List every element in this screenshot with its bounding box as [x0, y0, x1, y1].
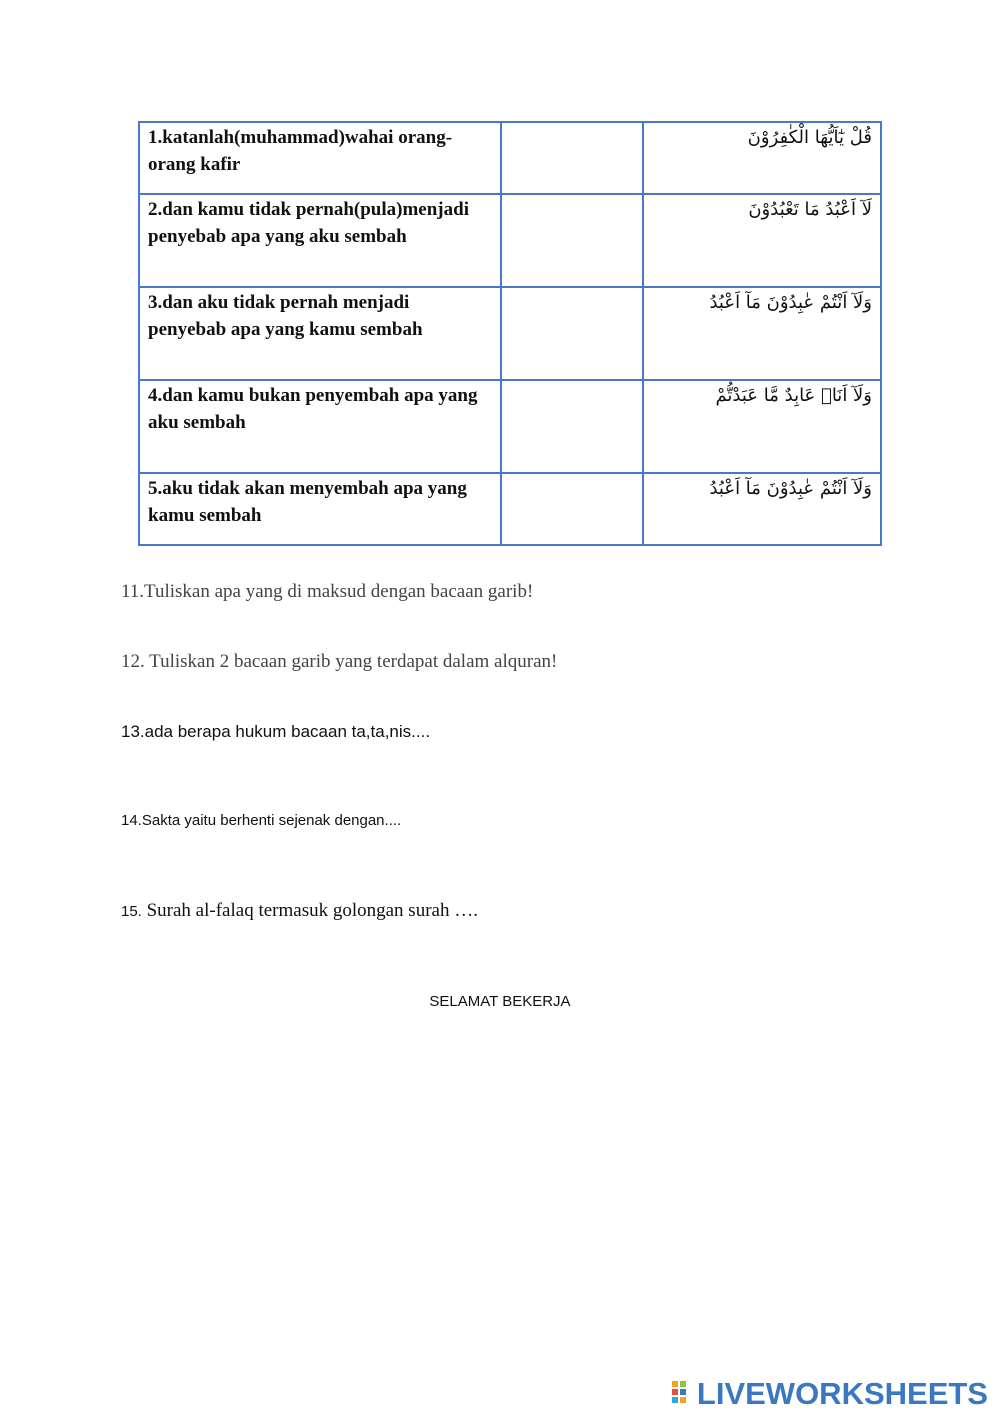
translation-cell: [139, 287, 501, 380]
question-12: 12. Tuliskan 2 bacaan garib yang terdapat dalam alquran!: [121, 651, 558, 672]
question-15-number: 15.: [121, 903, 142, 920]
table-row: [139, 122, 881, 194]
arabic-verse: قُلْ يٰٓاَيُّهَا الْكٰفِرُوْنَ: [747, 127, 872, 148]
answer-input-4[interactable]: [502, 381, 642, 401]
answer-cell[interactable]: [501, 194, 643, 287]
question-14: 14.Sakta yaitu berhenti sejenak dengan....: [121, 812, 402, 829]
table-row: [139, 380, 881, 473]
answer-cell[interactable]: [501, 473, 643, 545]
translation-text: 3.dan aku tidak pernah menjadi penyebab apa yang kamu sembah: [148, 292, 423, 340]
translation-cell: [139, 473, 501, 545]
matching-table: [138, 121, 882, 546]
arabic-verse: وَلَآ اَنْتُمْ عٰبِدُوْنَ مَآ اَعْبُدُ: [709, 478, 872, 499]
liveworksheets-logo-icon: [672, 1381, 694, 1407]
brand-name: LIVEWORKSHEETS: [696, 1376, 988, 1411]
question-15: [121, 900, 478, 922]
answer-input-3[interactable]: [502, 288, 642, 308]
arabic-cell: [643, 122, 881, 194]
translation-text: 4.dan kamu bukan penyembah apa yang aku sembah: [148, 385, 478, 433]
closing-text: SELAMAT BEKERJA: [429, 993, 571, 1010]
arabic-cell: [643, 473, 881, 545]
answer-input-2[interactable]: [502, 195, 642, 215]
arabic-verse: وَلَآ اَنَا۠ عَابِدٌ مَّا عَبَدْتُّمْ: [715, 385, 872, 406]
translation-text: 2.dan kamu tidak pernah(pula)menjadi penyebab apa yang aku sembah: [148, 199, 469, 247]
question-11: 11.Tuliskan apa yang di maksud dengan bacaan garib!: [121, 581, 534, 602]
answer-input-5[interactable]: [502, 474, 642, 494]
answer-cell[interactable]: [501, 380, 643, 473]
question-13: 13.ada berapa hukum bacaan ta,ta,nis....: [121, 722, 431, 741]
liveworksheets-brand: [672, 1376, 988, 1412]
translation-cell: [139, 122, 501, 194]
answer-input-1[interactable]: [502, 123, 642, 143]
table-row: [139, 287, 881, 380]
arabic-verse: لَآ اَعْبُدُ مَا تَعْبُدُوْنَ: [748, 199, 872, 220]
arabic-cell: [643, 287, 881, 380]
arabic-cell: [643, 380, 881, 473]
translation-text: 5.aku tidak akan menyembah apa yang kamu sembah: [148, 478, 467, 526]
translation-text: 1.katanlah(muhammad)wahai orang-orang kafir: [148, 127, 453, 175]
arabic-verse: وَلَآ اَنْتُمْ عٰبِدُوْنَ مَآ اَعْبُدُ: [709, 292, 872, 313]
table-row: [139, 194, 881, 287]
question-15-text: Surah al-falaq termasuk golongan surah ….: [141, 900, 478, 921]
answer-cell[interactable]: [501, 122, 643, 194]
arabic-cell: [643, 194, 881, 287]
translation-cell: [139, 194, 501, 287]
translation-cell: [139, 380, 501, 473]
answer-cell[interactable]: [501, 287, 643, 380]
table-row: [139, 473, 881, 545]
